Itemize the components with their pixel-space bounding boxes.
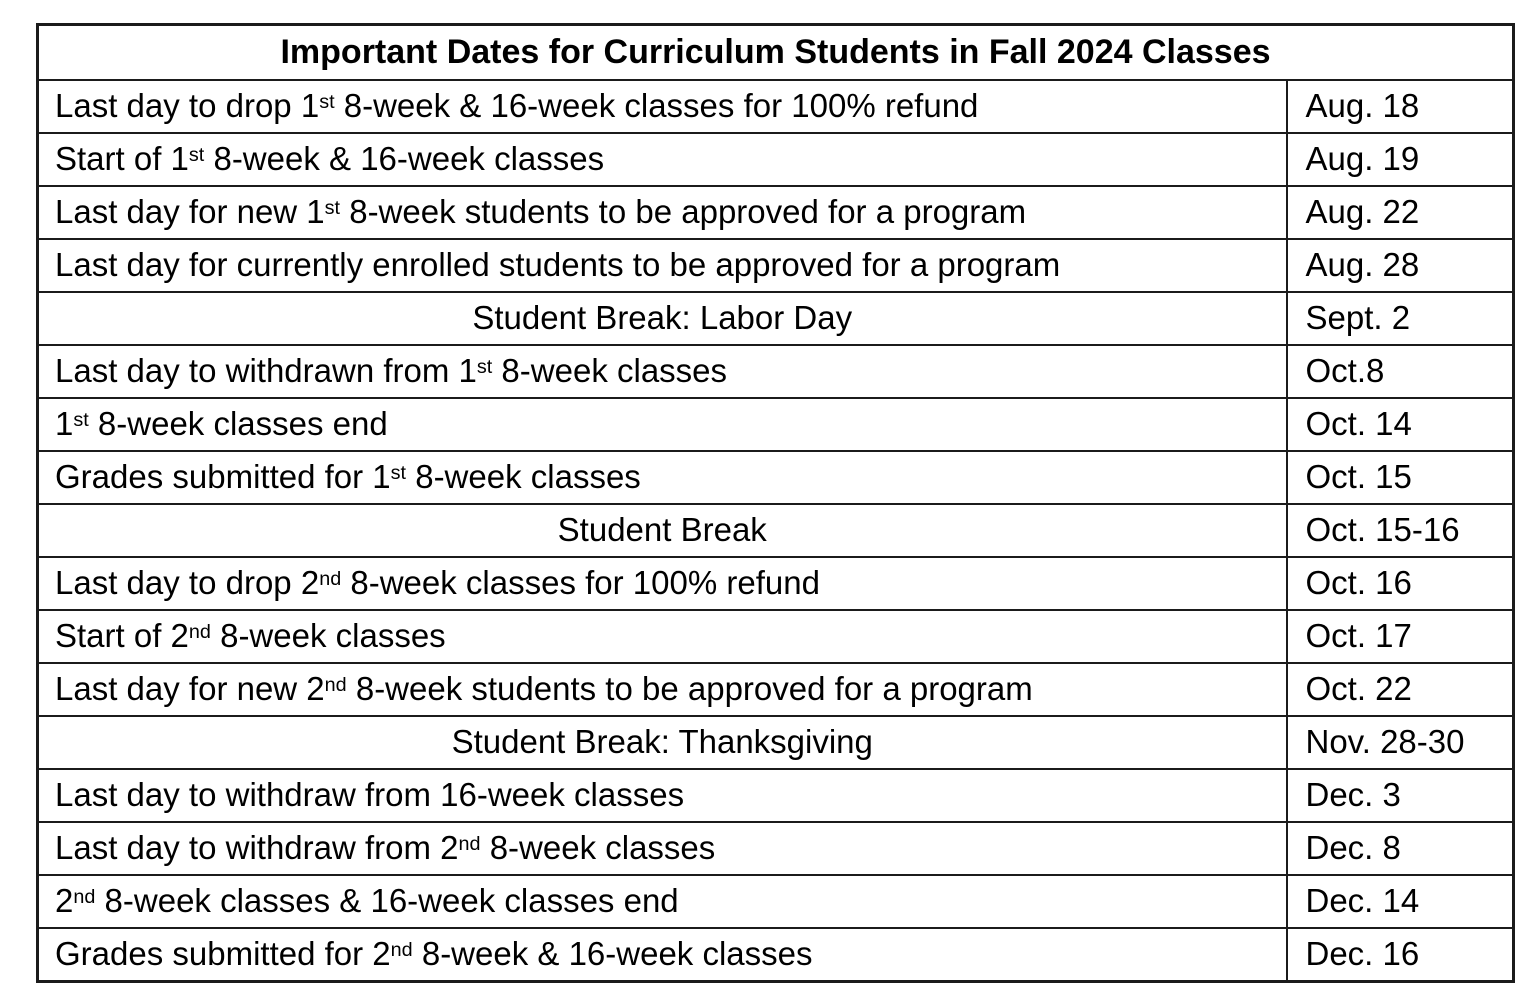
date-cell: Dec. 3 <box>1287 769 1514 822</box>
event-cell: Last day to withdraw from 2nd 8-week classes <box>38 822 1287 875</box>
table-row <box>38 451 1514 504</box>
event-cell: Start of 2nd 8-week classes <box>38 610 1287 663</box>
table-row <box>38 875 1514 928</box>
date-cell: Nov. 28-30 <box>1287 716 1514 769</box>
table-row <box>38 610 1514 663</box>
table-row <box>38 822 1514 875</box>
date-cell: Dec. 8 <box>1287 822 1514 875</box>
table-row <box>38 292 1514 345</box>
event-cell: Last day to withdrawn from 1st 8-week classes <box>38 345 1287 398</box>
date-cell: Oct. 17 <box>1287 610 1514 663</box>
table-row <box>38 928 1514 982</box>
event-cell: Student Break: Labor Day <box>38 292 1287 345</box>
event-cell: Last day for currently enrolled students to be approved for a program <box>38 239 1287 292</box>
event-cell: Grades submitted for 1st 8-week classes <box>38 451 1287 504</box>
table-row <box>38 186 1514 239</box>
important-dates-table <box>36 23 1515 983</box>
date-cell: Dec. 16 <box>1287 928 1514 982</box>
date-cell: Aug. 22 <box>1287 186 1514 239</box>
title-row <box>38 25 1514 81</box>
table-title: Important Dates for Curriculum Students in Fall 2024 Classes <box>38 25 1514 81</box>
table-row <box>38 769 1514 822</box>
date-cell: Oct. 22 <box>1287 663 1514 716</box>
table-row <box>38 80 1514 133</box>
date-cell: Oct. 16 <box>1287 557 1514 610</box>
event-cell: Last day for new 1st 8-week students to be approved for a program <box>38 186 1287 239</box>
date-cell: Oct. 15-16 <box>1287 504 1514 557</box>
date-cell: Aug. 19 <box>1287 133 1514 186</box>
event-cell: Last day to drop 2nd 8-week classes for 100% refund <box>38 557 1287 610</box>
table-row <box>38 239 1514 292</box>
table-row <box>38 398 1514 451</box>
table-row <box>38 716 1514 769</box>
date-cell: Oct. 14 <box>1287 398 1514 451</box>
date-cell: Oct.8 <box>1287 345 1514 398</box>
event-cell: 1st 8-week classes end <box>38 398 1287 451</box>
event-cell: Last day to drop 1st 8-week & 16-week classes for 100% refund <box>38 80 1287 133</box>
table-body <box>38 80 1514 982</box>
event-cell: Student Break: Thanksgiving <box>38 716 1287 769</box>
date-cell: Aug. 28 <box>1287 239 1514 292</box>
event-cell: 2nd 8-week classes & 16-week classes end <box>38 875 1287 928</box>
table-row <box>38 557 1514 610</box>
date-cell: Aug. 18 <box>1287 80 1514 133</box>
event-cell: Student Break <box>38 504 1287 557</box>
event-cell: Last day for new 2nd 8-week students to be approved for a program <box>38 663 1287 716</box>
table-row <box>38 345 1514 398</box>
table-row <box>38 133 1514 186</box>
event-cell: Last day to withdraw from 16-week classes <box>38 769 1287 822</box>
date-cell: Oct. 15 <box>1287 451 1514 504</box>
table-row <box>38 504 1514 557</box>
date-cell: Sept. 2 <box>1287 292 1514 345</box>
event-cell: Start of 1st 8-week & 16-week classes <box>38 133 1287 186</box>
table-row <box>38 663 1514 716</box>
event-cell: Grades submitted for 2nd 8-week & 16-week classes <box>38 928 1287 982</box>
date-cell: Dec. 14 <box>1287 875 1514 928</box>
